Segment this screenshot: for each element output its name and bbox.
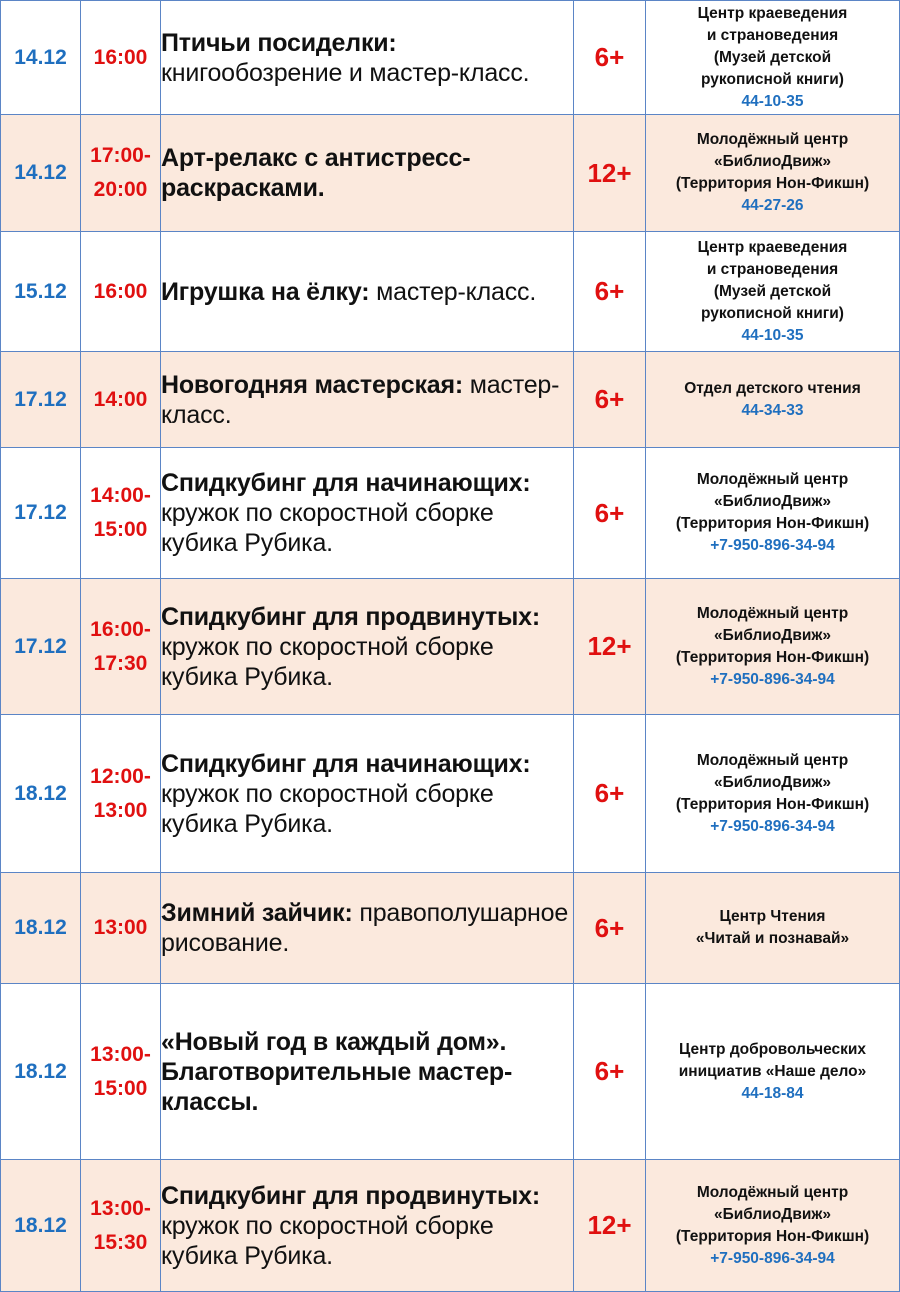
age-rating: 6+ [574,448,646,579]
event-date: 17.12 [1,352,81,448]
age-rating: 6+ [574,1,646,115]
event-row [1,984,900,1160]
event-title [161,715,574,873]
event-title-bold: «Новый год в каждый дом». Благотворительные мастер-классы. [161,1027,513,1116]
schedule-body [1,1,900,1292]
event-title-bold: Новогодняя мастерская: [161,370,463,399]
event-time-line: 20:00 [93,178,148,201]
event-title-bold: Спидкубинг для продвинутых: [161,602,541,631]
event-title [161,984,574,1160]
event-time-line: 14:00 [93,387,148,411]
event-title-rest: мастер-класс. [376,277,537,306]
event-title-rest: кружок по скоростной сборке кубика Рубика. [161,1211,494,1270]
event-title-bold: Спидкубинг для продвинутых: [161,1181,541,1210]
event-title-rest: мастер-класс. [161,370,560,429]
age-rating: 6+ [574,984,646,1160]
event-date: 18.12 [1,984,81,1160]
age-rating: 12+ [574,115,646,232]
event-row [1,232,900,352]
event-venue [646,232,900,352]
event-title-rest: кружок по скоростной сборке кубика Рубика. [161,779,494,838]
venue-phone[interactable]: 44-27-26 [741,197,804,214]
event-title-rest: правополушарное рисование. [161,899,569,957]
venue-line: «БиблиоДвиж» [713,493,832,510]
event-date: 18.12 [1,1160,81,1292]
venue-phone[interactable]: +7-950-896-34-94 [710,1249,835,1267]
event-time-line: 16:00 [93,45,148,69]
event-title [161,1,574,115]
venue-line: Молодёжный центр [696,471,849,488]
event-row [1,115,900,232]
event-venue [646,352,900,448]
event-time [81,115,161,232]
event-time [81,984,161,1160]
event-time-line: 13:00- [90,1196,151,1220]
event-time [81,232,161,352]
event-title-bold: Спидкубинг для начинающих: [161,749,531,778]
venue-phone[interactable]: 44-34-33 [741,401,804,419]
venue-line: Молодёжный центр [696,751,849,769]
event-time [81,579,161,715]
venue-line: рукописной книги) [701,70,844,88]
event-time-line: 17:00- [90,144,151,167]
venue-line: Молодёжный центр [696,604,849,622]
event-time [81,448,161,579]
event-row [1,1160,900,1292]
venue-line: (Территория Нон-Фикшн) [675,648,870,666]
event-time-line: 16:00- [90,617,151,641]
event-date: 18.12 [1,873,81,984]
age-rating: 6+ [574,715,646,873]
event-date: 17.12 [1,448,81,579]
event-title-bold: Арт-релакс с антистресс-раскрасками. [161,144,471,202]
event-time-line: 17:30 [93,651,148,675]
event-title [161,232,574,352]
event-title-bold: Птичьи посиделки: [161,28,397,57]
event-time [81,1,161,115]
event-title-bold: Игрушка на ёлку: [161,277,370,306]
event-title-bold: Спидкубинг для начинающих: [161,469,531,497]
event-title-rest: книгообозрение и мастер-класс. [161,58,530,87]
venue-line: (Территория Нон-Фикшн) [675,175,870,192]
venue-phone[interactable]: 44-10-35 [741,92,804,110]
event-title-bold: Зимний зайчик: [161,899,353,927]
venue-line: Молодёжный центр [696,1183,849,1201]
venue-line: Центр краеведения [697,4,848,22]
event-venue [646,873,900,984]
venue-line: Молодёжный центр [696,131,849,148]
event-time-line: 15:00 [93,1076,148,1100]
event-time-line: 15:00 [93,518,148,541]
venue-phone[interactable]: +7-950-896-34-94 [710,670,835,688]
event-time-line: 13:00 [93,798,148,822]
event-venue [646,1,900,115]
event-time-line: 14:00- [90,484,151,507]
event-venue [646,1160,900,1292]
venue-line: (Музей детской [713,48,832,66]
age-rating: 12+ [574,1160,646,1292]
event-venue [646,984,900,1160]
venue-line: Центр добровольческих [678,1040,867,1058]
age-rating: 12+ [574,579,646,715]
age-rating: 6+ [574,232,646,352]
event-time [81,715,161,873]
event-time [81,873,161,984]
venue-line: «БиблиоДвиж» [713,153,832,170]
event-row [1,352,900,448]
event-time [81,352,161,448]
venue-line: Центр Чтения [719,908,826,925]
venue-line: «БиблиоДвиж» [713,1205,832,1223]
event-time-line: 13:00- [90,1042,151,1066]
event-row [1,579,900,715]
event-date: 14.12 [1,115,81,232]
event-venue [646,579,900,715]
event-row [1,873,900,984]
event-time-line: 16:00 [93,279,148,303]
venue-phone[interactable]: +7-950-896-34-94 [710,537,835,554]
venue-line: (Музей детской [713,282,832,300]
event-date: 17.12 [1,579,81,715]
venue-line: «БиблиоДвиж» [713,626,832,644]
event-title-rest: кружок по скоростной сборке кубика Рубика. [161,499,494,557]
event-time [81,1160,161,1292]
event-date: 14.12 [1,1,81,115]
venue-phone[interactable]: 44-18-84 [741,1084,804,1102]
event-title [161,115,574,232]
event-title-rest: кружок по скоростной сборке кубика Рубика. [161,632,494,691]
venue-line: (Территория Нон-Фикшн) [675,795,870,813]
event-row [1,1,900,115]
event-date: 18.12 [1,715,81,873]
event-title [161,579,574,715]
age-rating: 6+ [574,873,646,984]
venue-line: инициатив «Наше дело» [678,1062,867,1080]
event-row [1,715,900,873]
event-title [161,873,574,984]
event-date: 15.12 [1,232,81,352]
event-time-line: 12:00- [90,764,151,788]
venue-line: «БиблиоДвиж» [713,773,832,791]
venue-line: Центр краеведения [697,238,848,256]
venue-line: (Территория Нон-Фикшн) [675,1227,870,1245]
event-venue [646,715,900,873]
venue-line: рукописной книги) [701,304,844,322]
event-title [161,352,574,448]
venue-line: Отдел детского чтения [684,379,861,397]
venue-phone[interactable]: +7-950-896-34-94 [710,817,835,835]
venue-line: (Территория Нон-Фикшн) [675,515,870,532]
venue-line: «Читай и познавай» [695,930,850,947]
event-venue [646,448,900,579]
event-time-line: 15:30 [93,1230,148,1254]
event-title [161,1160,574,1292]
venue-phone[interactable]: 44-10-35 [741,326,804,344]
event-title [161,448,574,579]
age-rating: 6+ [574,352,646,448]
event-venue [646,115,900,232]
venue-line: и страноведения [706,26,839,44]
venue-line: и страноведения [706,260,839,278]
event-row [1,448,900,579]
event-time-line: 13:00 [93,916,148,939]
